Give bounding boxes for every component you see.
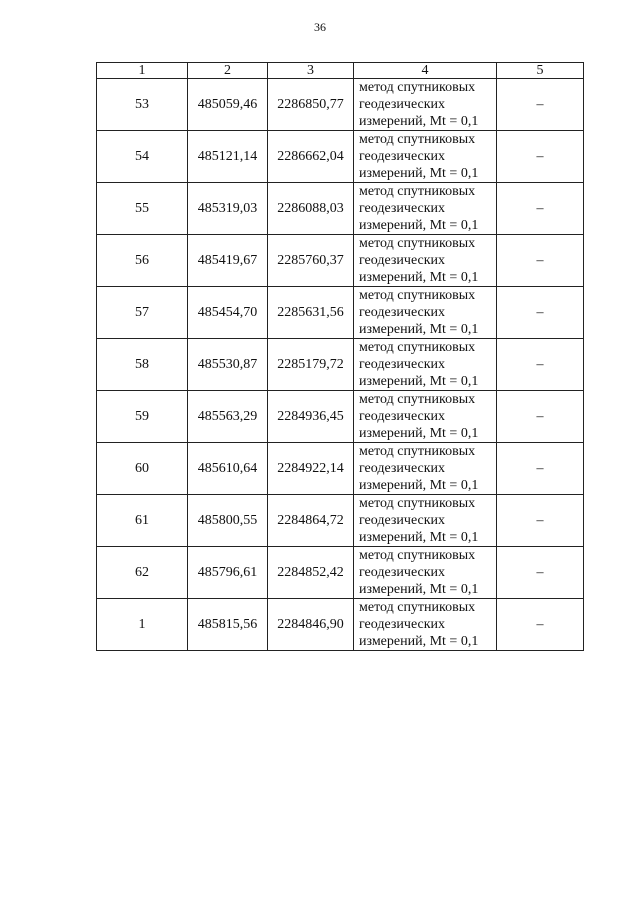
point-cell: 60	[97, 443, 188, 495]
table-row	[97, 339, 584, 391]
x-coordinate-cell: 485610,64	[188, 443, 268, 495]
point-cell: 55	[97, 183, 188, 235]
method-cell: метод спутниковых геодезических измерений, Mt = 0,1	[354, 235, 497, 287]
method-cell: метод спутниковых геодезических измерений, Mt = 0,1	[354, 79, 497, 131]
point-cell: 58	[97, 339, 188, 391]
point-cell: 61	[97, 495, 188, 547]
table-body	[97, 79, 584, 651]
y-coordinate-cell: 2284852,42	[268, 547, 354, 599]
header-col-3: 3	[268, 63, 354, 79]
table-row	[97, 599, 584, 651]
x-coordinate-cell: 485121,14	[188, 131, 268, 183]
point-cell: 1	[97, 599, 188, 651]
table-row	[97, 443, 584, 495]
y-coordinate-cell: 2284846,90	[268, 599, 354, 651]
table-header	[97, 63, 584, 79]
x-coordinate-cell: 485530,87	[188, 339, 268, 391]
y-coordinate-cell: 2285179,72	[268, 339, 354, 391]
method-cell: метод спутниковых геодезических измерений, Mt = 0,1	[354, 391, 497, 443]
coordinates-table	[96, 62, 584, 651]
note-cell: –	[497, 391, 584, 443]
table-row	[97, 547, 584, 599]
point-cell: 56	[97, 235, 188, 287]
y-coordinate-cell: 2284864,72	[268, 495, 354, 547]
x-coordinate-cell: 485796,61	[188, 547, 268, 599]
y-coordinate-cell: 2286850,77	[268, 79, 354, 131]
y-coordinate-cell: 2284922,14	[268, 443, 354, 495]
method-cell: метод спутниковых геодезических измерений, Mt = 0,1	[354, 495, 497, 547]
y-coordinate-cell: 2286662,04	[268, 131, 354, 183]
table-row	[97, 131, 584, 183]
header-col-4: 4	[354, 63, 497, 79]
note-cell: –	[497, 443, 584, 495]
page-number: 36	[314, 20, 326, 34]
method-cell: метод спутниковых геодезических измерений, Mt = 0,1	[354, 599, 497, 651]
x-coordinate-cell: 485059,46	[188, 79, 268, 131]
note-cell: –	[497, 339, 584, 391]
note-cell: –	[497, 495, 584, 547]
note-cell: –	[497, 599, 584, 651]
x-coordinate-cell: 485454,70	[188, 287, 268, 339]
method-cell: метод спутниковых геодезических измерений, Mt = 0,1	[354, 183, 497, 235]
method-cell: метод спутниковых геодезических измерений, Mt = 0,1	[354, 287, 497, 339]
table-row	[97, 287, 584, 339]
note-cell: –	[497, 235, 584, 287]
point-cell: 59	[97, 391, 188, 443]
table-row	[97, 495, 584, 547]
y-coordinate-cell: 2285631,56	[268, 287, 354, 339]
y-coordinate-cell: 2285760,37	[268, 235, 354, 287]
x-coordinate-cell: 485319,03	[188, 183, 268, 235]
note-cell: –	[497, 287, 584, 339]
note-cell: –	[497, 79, 584, 131]
header-col-5: 5	[497, 63, 584, 79]
y-coordinate-cell: 2286088,03	[268, 183, 354, 235]
note-cell: –	[497, 131, 584, 183]
table-row	[97, 391, 584, 443]
method-cell: метод спутниковых геодезических измерений, Mt = 0,1	[354, 547, 497, 599]
note-cell: –	[497, 183, 584, 235]
method-cell: метод спутниковых геодезических измерений, Mt = 0,1	[354, 339, 497, 391]
table-row	[97, 79, 584, 131]
point-cell: 57	[97, 287, 188, 339]
point-cell: 62	[97, 547, 188, 599]
x-coordinate-cell: 485419,67	[188, 235, 268, 287]
table-row	[97, 183, 584, 235]
x-coordinate-cell: 485563,29	[188, 391, 268, 443]
x-coordinate-cell: 485815,56	[188, 599, 268, 651]
header-col-1: 1	[97, 63, 188, 79]
header-row	[97, 63, 584, 79]
x-coordinate-cell: 485800,55	[188, 495, 268, 547]
header-col-2: 2	[188, 63, 268, 79]
note-cell: –	[497, 547, 584, 599]
y-coordinate-cell: 2284936,45	[268, 391, 354, 443]
point-cell: 53	[97, 79, 188, 131]
table-row	[97, 235, 584, 287]
method-cell: метод спутниковых геодезических измерений, Mt = 0,1	[354, 443, 497, 495]
method-cell: метод спутниковых геодезических измерений, Mt = 0,1	[354, 131, 497, 183]
point-cell: 54	[97, 131, 188, 183]
